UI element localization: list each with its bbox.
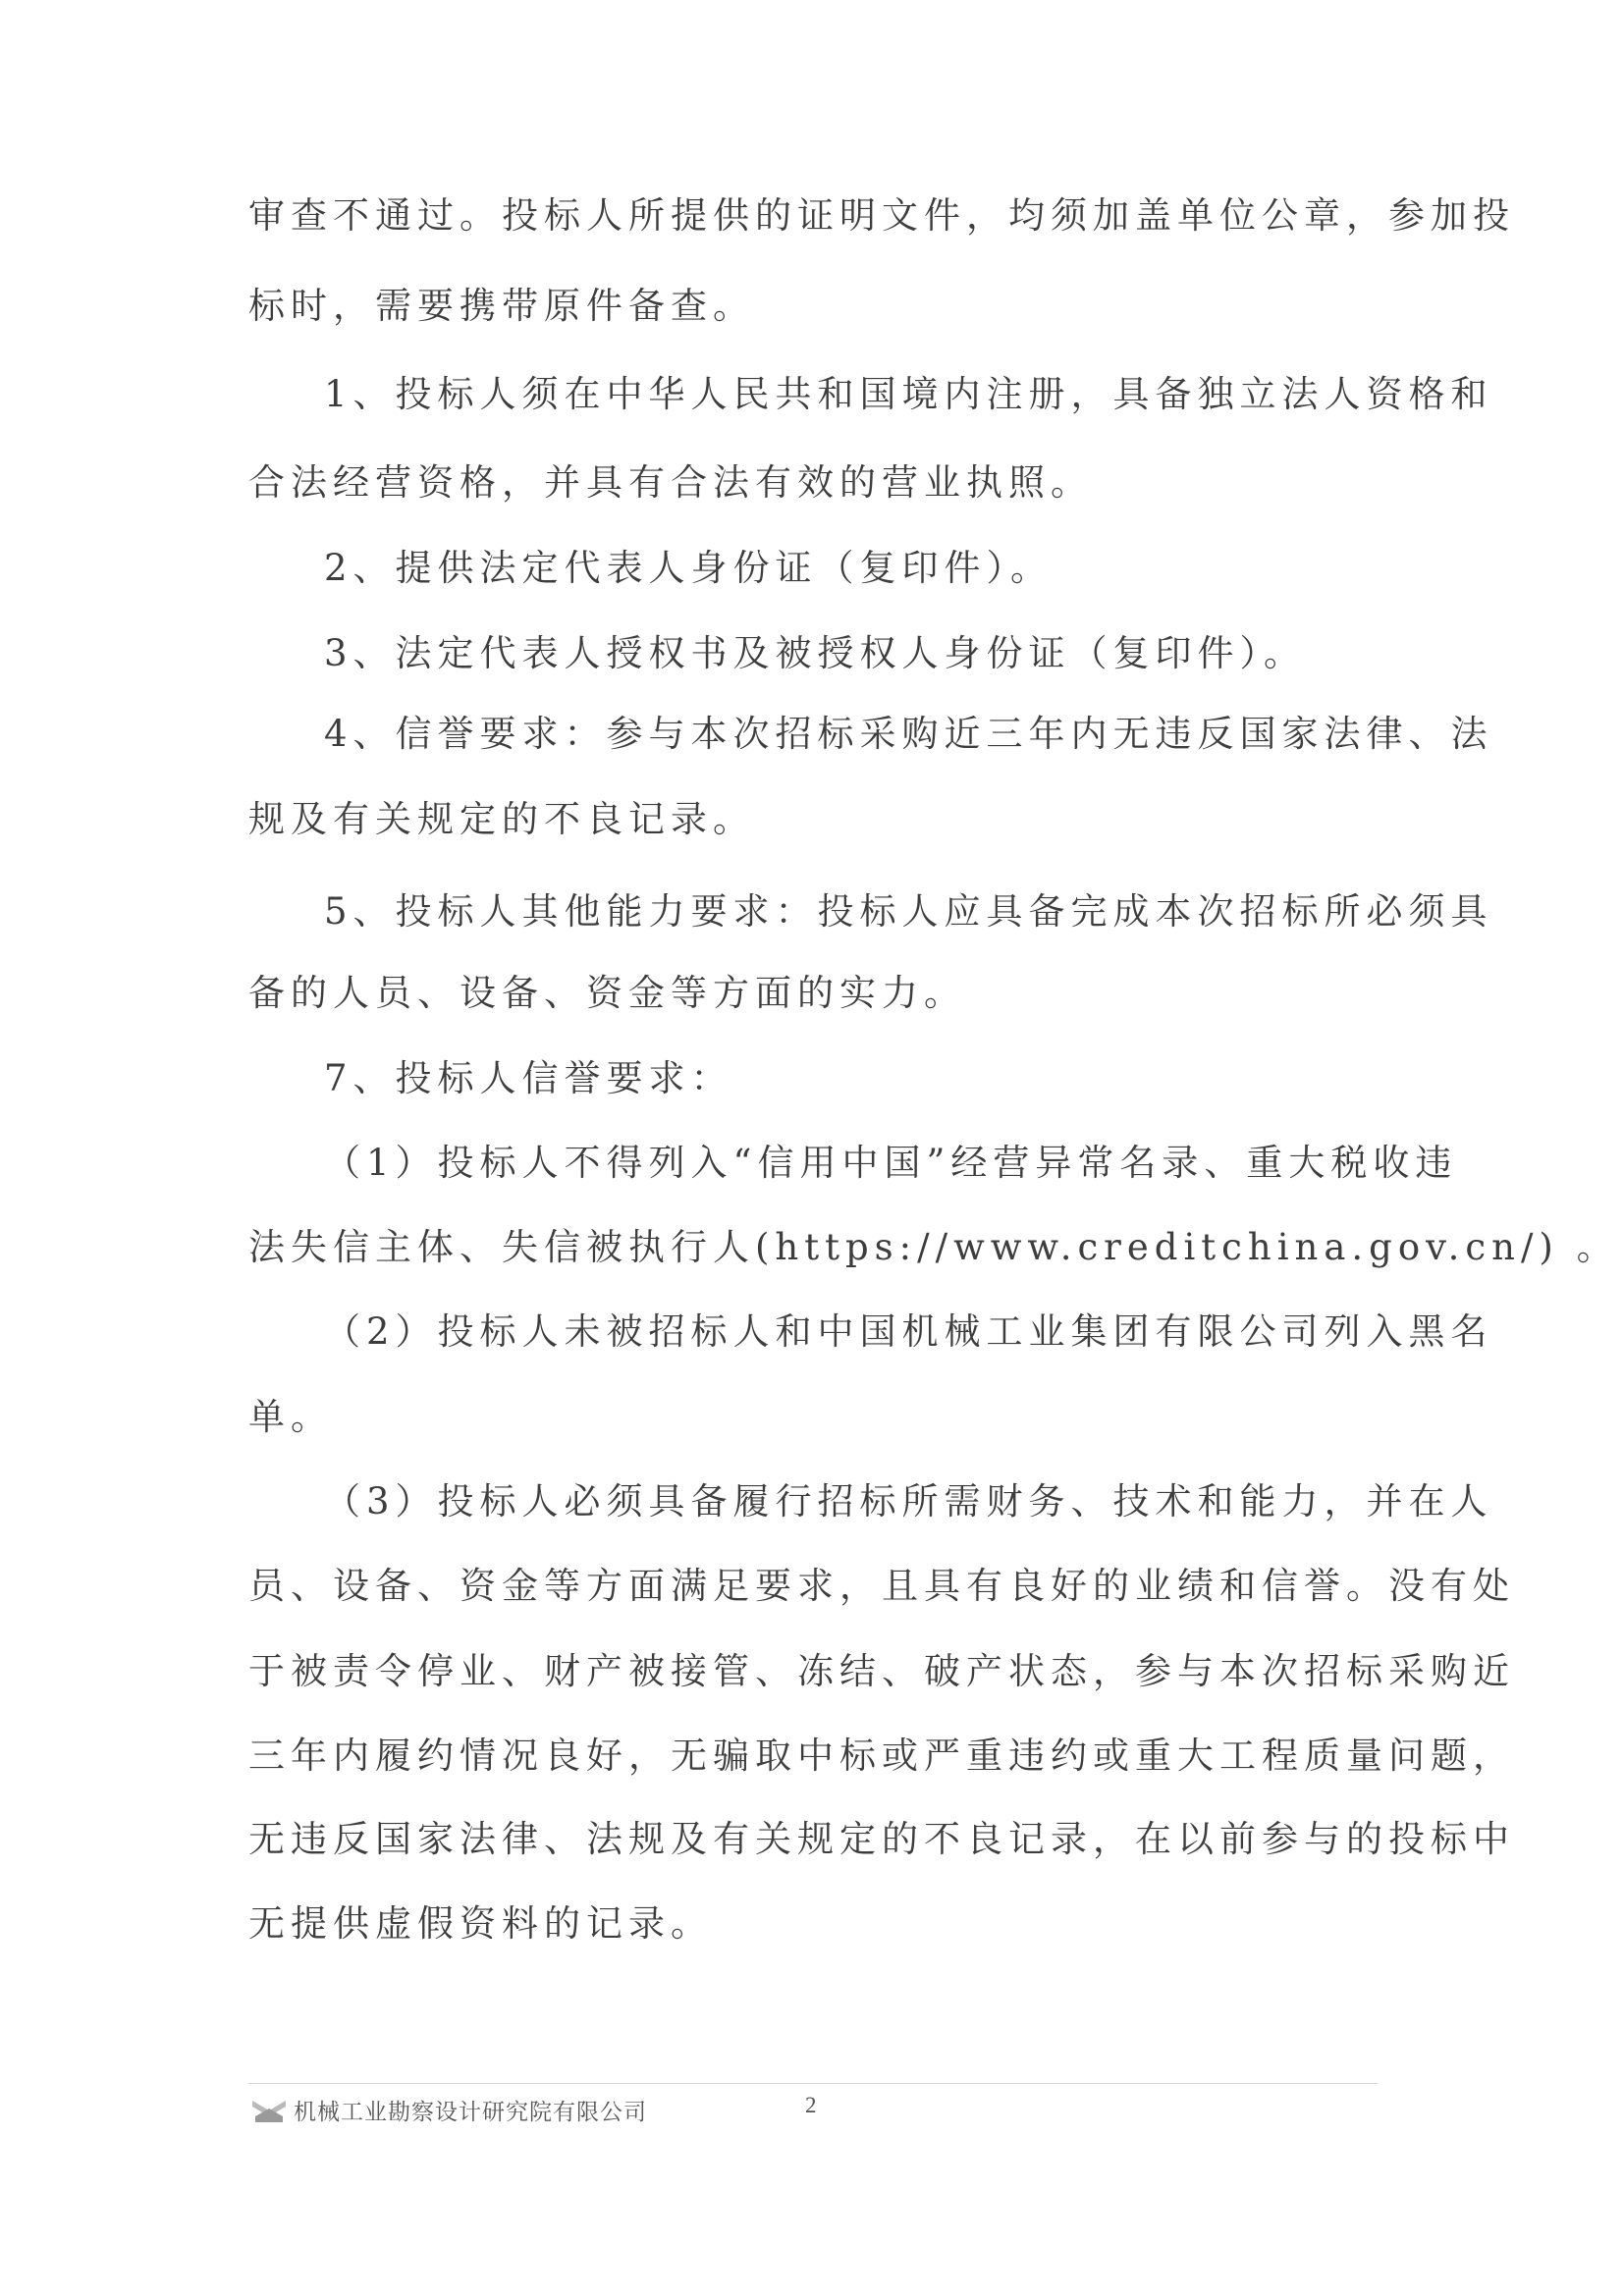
text-line: 审查不通过。投标人所提供的证明文件，均须加盖单位公章，参加投	[248, 194, 1515, 237]
page-number: 2	[805, 2093, 817, 2117]
text-line: 7、投标人信誉要求：	[324, 1057, 733, 1099]
text-line: 法失信主体、失信被执行人(https://www.creditchina.gov.cn/) 。	[248, 1226, 1619, 1268]
text-line: 1、投标人须在中华人民共和国境内注册，具备独立法人资格和	[324, 373, 1493, 415]
footer	[252, 2093, 647, 2126]
text-line: 无提供虚假资料的记录。	[248, 1902, 713, 1945]
text-line: 2、提供法定代表人身份证（复印件）。	[324, 547, 1054, 589]
company-name: 机械工业勘察设计研究院有限公司	[294, 2099, 647, 2125]
text-line: 5、投标人其他能力要求：投标人应具备完成本次招标所必须具	[324, 890, 1493, 933]
text-line: 规及有关规定的不良记录。	[248, 798, 755, 840]
text-line: （3）投标人必须具备履行招标所需财务、技术和能力，并在人	[324, 1480, 1493, 1522]
text-line: 4、信誉要求：参与本次招标采购近三年内无违反国家法律、法	[324, 713, 1493, 755]
company-logo-icon	[252, 2097, 286, 2122]
text-line: 3、法定代表人授权书及被授权人身份证（复印件）。	[324, 632, 1307, 674]
text-line: 于被责令停业、财产被接管、冻结、破产状态，参与本次招标采购近	[248, 1650, 1515, 1692]
footer-divider	[248, 2083, 1378, 2084]
text-line: 无违反国家法律、法规及有关规定的不良记录，在以前参与的投标中	[248, 1818, 1515, 1860]
text-line: 标时，需要携带原件备查。	[248, 285, 755, 327]
text-line: 备的人员、设备、资金等方面的实力。	[248, 972, 966, 1014]
text-line: 合法经营资格，并具有合法有效的营业执照。	[248, 461, 1093, 504]
text-line: 单。	[248, 1396, 333, 1438]
text-line: 三年内履约情况良好，无骗取中标或严重违约或重大工程质量问题，	[248, 1735, 1515, 1777]
text-line: （2）投标人未被招标人和中国机械工业集团有限公司列入黑名	[324, 1310, 1493, 1353]
text-line: （1）投标人不得列入“信用中国”经营异常名录、重大税收违	[324, 1142, 1458, 1184]
text-line: 员、设备、资金等方面满足要求，且具有良好的业绩和信誉。没有处	[248, 1565, 1515, 1607]
